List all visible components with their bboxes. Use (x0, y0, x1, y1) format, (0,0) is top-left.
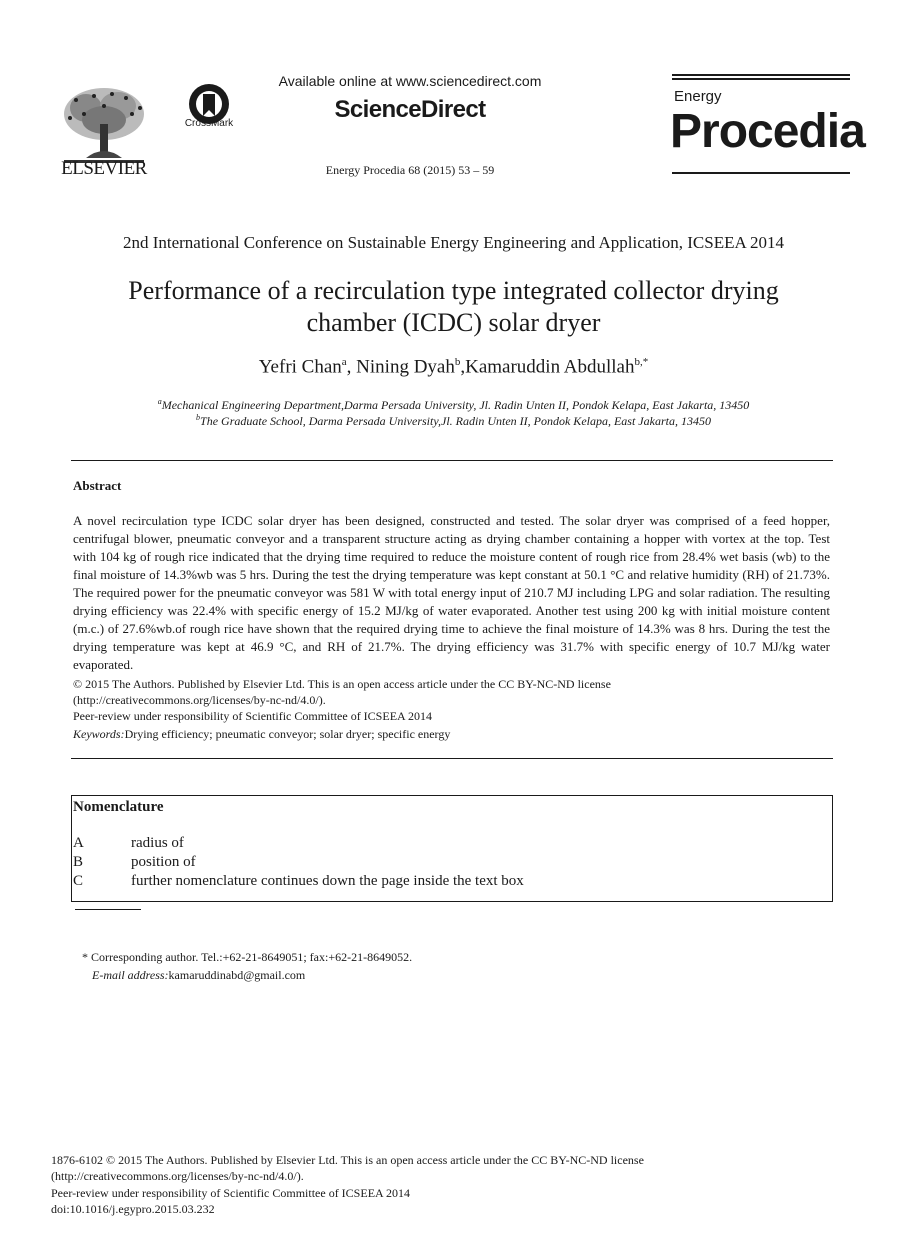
paper-title (60, 275, 847, 339)
email-label: E-mail address: (92, 968, 169, 982)
nomenclature-symbol: C (73, 873, 84, 889)
license-link[interactable]: (http://creativecommons.org/licenses/by-nc-nd/4.0/). (73, 693, 326, 707)
journal-reference: Energy Procedia 68 (2015) 53 – 59 (325, 163, 495, 177)
nomenclature-definition: further nomenclature continues down the page inside the text box (131, 873, 524, 889)
author-name: Nining Dyah (356, 356, 455, 378)
paper-title-line-2: chamber (ICDC) solar dryer (306, 308, 601, 337)
keywords (73, 727, 450, 742)
issn-line: 1876-6102 © 2015 The Authors. Published by Elsevier Ltd. This is an open access article under the CC BY-NC-ND license (51, 1153, 644, 1167)
available-online-text: Available online at www.sciencedirect.com (278, 73, 542, 89)
footer-peer-review: Peer-review under responsibility of Scientific Committee of ICSEEA 2014 (51, 1186, 411, 1200)
sciencedirect-logo[interactable]: ScienceDirect (334, 96, 486, 123)
nomenclature-symbol: A (73, 835, 84, 851)
nomenclature-symbol: B (73, 854, 84, 870)
journal-logo-energy: Energy (674, 88, 722, 105)
keywords-label: Keywords: (73, 727, 125, 741)
author-affiliation-mark: b (454, 356, 461, 368)
crossmark-label: CrossMark (184, 118, 234, 129)
nomenclature-heading: Nomenclature (73, 799, 164, 815)
conference-name: 2nd International Conference on Sustainable Energy Engineering and Application, ICSEEA 2014 (122, 233, 785, 252)
author-affiliation-mark: a (341, 356, 347, 368)
journal-logo-bottom-rule (672, 172, 850, 174)
keywords-list: Drying efficiency; pneumatic conveyor; solar dryer; specific energy (124, 727, 451, 741)
divider (71, 460, 833, 461)
author-name: Yefri Chan (258, 356, 342, 378)
corresponding-author-note: * Corresponding author. Tel.:+62-21-8649051; fax:+62-21-8649052. (82, 950, 413, 964)
copyright-line: © 2015 The Authors. Published by Elsevier Ltd. This is an open access article under the CC BY-NC-ND license (73, 677, 611, 691)
abstract-heading: Abstract (73, 478, 122, 493)
author-name: Kamaruddin Abdullah (465, 356, 635, 378)
doi[interactable]: doi:10.1016/j.egypro.2015.03.232 (51, 1202, 215, 1216)
abstract-body: A novel recirculation type ICDC solar dryer has been designed, constructed and tested. The solar dryer was comprised of a feed hopper, centrifugal blower, pneumatic conveyor and a transparent structure acting as drying chamber containing a hopper with vortex at the top. Test with 104 kg of rough rice indicated that the drying time required to reduce the moisture content of rough rice from 28.4% wet basis (wb) to the final moisture of 14.3%wb was 5 hrs. During the test the drying temperature was kept constant at 50.1 °C and relative humidity (RH) of 21.73%. The required power for the pneumatic conveyor was 581 W with total energy input of 210.7 MJ including LPG and solar radiation. The resulting drying efficiency was 22.4% with specific energy of 15.2 MJ/kg of water evaporated. Another test using 200 kg with initial moisture content (m.c.) of 27.6%wb.of rough rice have shown that the required drying time to achieve the final moisture of 14.3% was 8 hrs. During the test the drying temperature was kept at 46.9 °C, and RH of 21.7%. The drying efficiency was 31.7% with specific energy of 10.7 MJ/kg water evaporated. (73, 513, 830, 672)
peer-review-line: Peer-review under responsibility of Scientific Committee of ICSEEA 2014 (73, 709, 433, 723)
divider (71, 758, 833, 759)
email-address[interactable]: kamaruddinabd@gmail.com (168, 968, 306, 982)
footnote-rule (75, 909, 141, 910)
footer-license-link[interactable]: (http://creativecommons.org/licenses/by-nc-nd/4.0/). (51, 1169, 304, 1183)
nomenclature-definition: radius of (131, 835, 184, 851)
elsevier-logo-label: ELSEVIER (61, 158, 147, 179)
nomenclature-definition: position of (131, 854, 196, 870)
author-list: Yefri Chan$^a$, Nining Dyah$^b$,Kamaruddin Abdullah$^{b,*}$ (258, 356, 649, 378)
affiliation-b: $^b$The Graduate School, Darma Persada University,Jl. Radin Unten II, Pondok Kelapa, East Jakarta, 13450 (196, 413, 711, 428)
journal-logo-procedia: Procedia (670, 105, 865, 158)
journal-logo-top-rules (672, 74, 850, 84)
affiliation-a: $^a$Mechanical Engineering Department,Darma Persada University, Jl. Radin Unten II, Pondok Kelapa, East Jakarta, 13450 (157, 397, 750, 412)
email-line (92, 968, 305, 983)
paper-title-line-1: Performance of a recirculation type integrated collector drying (128, 276, 779, 305)
author-affiliation-mark: b,* (634, 356, 649, 368)
